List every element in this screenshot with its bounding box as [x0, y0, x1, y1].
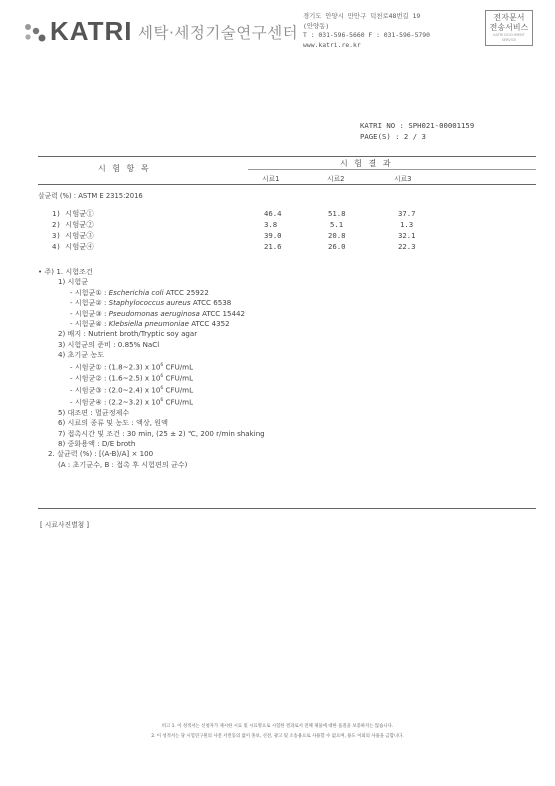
concentration-unit: CFU/mL — [163, 385, 194, 395]
table-header-rule — [38, 184, 536, 185]
formula-note: (A : 초기균수, B : 접촉 후 시험편의 균수) — [58, 459, 188, 469]
concentration-exponent: 6 — [160, 362, 164, 368]
strain-atcc: ATCC 15442 — [199, 308, 246, 318]
table-row-label: 1) 시험균① — [52, 209, 94, 218]
strain-atcc: ATCC 25922 — [163, 287, 209, 297]
table-cell: 22.3 — [398, 242, 416, 251]
strain-line — [38, 319, 265, 329]
strain-prefix: - 시험균④ : — [70, 319, 109, 329]
notes-line: 1) 시험균 — [58, 277, 89, 287]
strain-line — [38, 298, 265, 308]
table-row-label: 4) 시험균④ — [52, 242, 94, 251]
concentration-text: - 시험균④ : (2.2~3.2) x 10 — [70, 397, 161, 407]
katri-no: KATRI NO : SPH021-00001159 — [360, 121, 475, 130]
concentration-text: - 시험균③ : (2.0~2.4) x 10 — [70, 385, 161, 395]
concentration-line — [38, 384, 265, 396]
notes-line: 2) 배지 : Nutrient broth/Tryptic soy agar — [58, 329, 198, 339]
e-document-stamp — [485, 10, 533, 46]
table-row-label: 3) 시험균③ — [52, 231, 94, 240]
strain-name: Staphylococcus aureus — [108, 298, 191, 308]
table-cell: 20.8 — [328, 231, 346, 240]
table-cell: 39.0 — [264, 231, 282, 240]
address-block — [303, 12, 430, 50]
strain-prefix: - 시험균② : — [70, 298, 109, 308]
address-line: 경기도 안양시 만안구 덕천로48번길 19 — [303, 12, 421, 20]
concentration-exponent: 6 — [160, 386, 164, 392]
table-top-rule — [38, 156, 536, 157]
concentration-text: - 시험균② : (1.6~2.5) x 10 — [70, 373, 161, 383]
table-cell: 37.7 — [398, 209, 416, 218]
phone-line: T : 031-596-5660 F : 031-596-5790 — [303, 31, 430, 39]
notes-line: 5) 대조편 : 멸균정제수 — [58, 407, 130, 417]
notes-heading: • 주) 1. 시험조건 — [38, 267, 93, 276]
strain-line — [38, 309, 265, 319]
stamp-line3: KATRI DOCUMENT SERVICE — [493, 33, 525, 42]
katri-logo-mark-icon — [22, 22, 48, 44]
result-sub-rule — [248, 169, 536, 170]
katri-logo-text: KATRI — [50, 16, 133, 46]
test-method: 살균력 (%) : ASTM E 2315:2016 — [38, 192, 143, 200]
strain-prefix: - 시험균① : — [70, 287, 109, 297]
strain-name: Klebsiella pneumoniae — [108, 319, 189, 329]
sample-header: 시료2 — [327, 175, 345, 183]
table-cell: 3.8 — [264, 220, 278, 229]
table-row-label: 2) 시험균② — [52, 220, 94, 229]
concentration-line — [38, 361, 265, 373]
notes-line: 8) 중화용액 : D/E broth — [58, 438, 136, 448]
table-cell: 21.6 — [264, 242, 282, 251]
concentration-text: - 시험균① : (1.8~2.3) x 10 — [70, 362, 161, 372]
formula-line: 2. 살균력 (%) : [(A-B)/A] × 100 — [48, 449, 154, 459]
table-cell: 51.8 — [328, 209, 346, 218]
org-name: 세탁·세정기술연구센터 — [138, 24, 299, 42]
concentration-line — [38, 396, 265, 408]
test-conditions-notes — [38, 267, 265, 470]
notes-line: 6) 시료의 종류 및 농도 : 액상, 원액 — [58, 418, 168, 428]
strain-line — [38, 288, 265, 298]
notes-line: 3) 시험균의 준비 : 0.85% NaCl — [58, 339, 160, 349]
item-header: 시 험 항 목 — [98, 164, 151, 173]
concentration-line — [38, 372, 265, 384]
table-cell: 32.1 — [398, 231, 416, 240]
strain-name: Pseudomonas aeruginosa — [108, 308, 200, 318]
strain-atcc: ATCC 6538 — [190, 298, 232, 308]
website-line: www.katri.re.kr — [303, 40, 361, 49]
concentration-unit: CFU/mL — [163, 397, 194, 407]
concentration-exponent: 6 — [160, 397, 164, 403]
address-line: (안양동) — [303, 21, 330, 30]
concentration-unit: CFU/mL — [163, 373, 194, 383]
notes-line: 7) 접촉시간 및 조건 : 30 min, (25 ± 2) ℃, 200 r/min shaking — [58, 428, 265, 438]
sample-header: 시료3 — [394, 175, 412, 183]
table-cell: 5.1 — [330, 220, 344, 229]
stamp-line2: 전송서비스 — [489, 23, 529, 32]
sample-header: 시료1 — [262, 175, 280, 183]
footer-note-1: 비고 1. 이 성적서는 신청자가 제시한 시료 및 시료명으로 시험한 결과로서 전체 제품에 대한 품질을 보증하지는 않습니다. — [161, 724, 394, 729]
strain-atcc: ATCC 4352 — [189, 319, 230, 329]
strain-prefix: - 시험균③ : — [70, 308, 109, 318]
result-header: 시 험 결 과 — [340, 159, 393, 168]
notes-bottom-rule — [38, 508, 536, 509]
table-cell: 1.3 — [400, 220, 414, 229]
table-cell: 46.4 — [264, 209, 282, 218]
concentration-unit: CFU/mL — [163, 362, 194, 372]
strain-name: Escherichia coli — [108, 287, 164, 297]
concentration-exponent: 6 — [160, 374, 164, 380]
page-number: PAGE(S) : 2 / 3 — [360, 132, 426, 141]
footer-note-2: 2. 이 성적서는 당 시험연구원의 사전 서면동의 없이 홍보, 선전, 광고 및 소송용으로 사용할 수 없으며, 용도 이외의 사용을 금합니다. — [151, 734, 404, 739]
table-cell: 26.0 — [328, 242, 346, 251]
report-reference — [360, 120, 474, 142]
stamp-line1: 전자문서 — [493, 13, 525, 22]
photo-attachment-label: [ 시료사진별첨 ] — [40, 521, 90, 529]
notes-line: 4) 초기균 농도 — [58, 350, 105, 360]
